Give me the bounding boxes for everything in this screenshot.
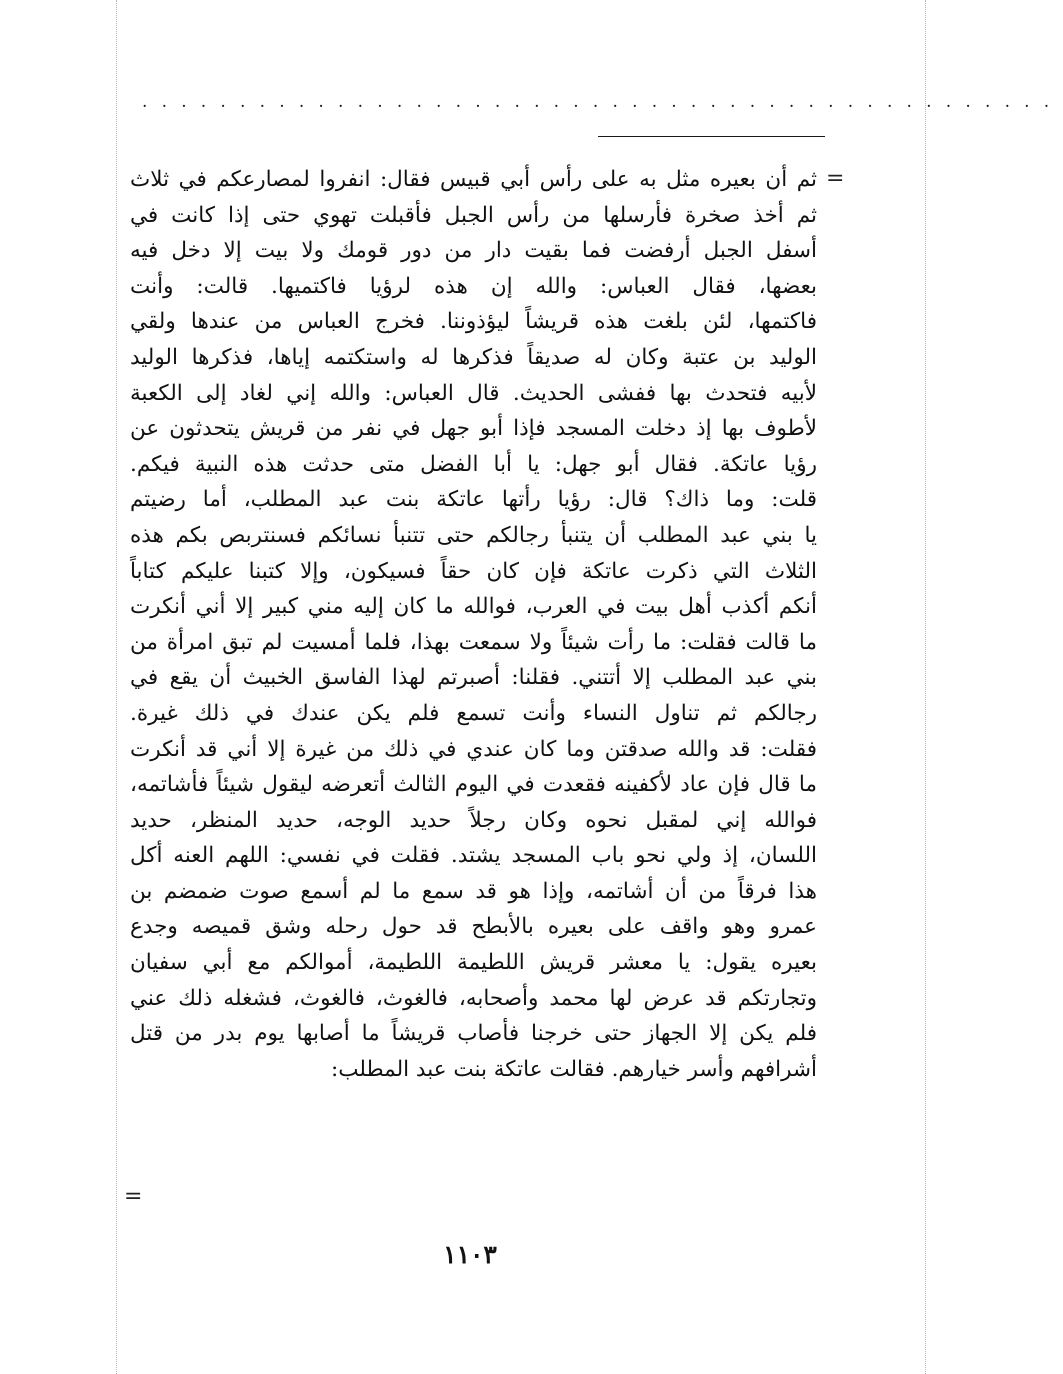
text-line: يا بني عبد المطلب أن يتنبأ رجالكم حتى تتنبأ نسائكم فسنتربص بكم هذه: [130, 522, 817, 548]
text-line: فلم يكن إلا الجهاز حتى خرجنا فأصاب قريشاً ما أصابها يوم بدر من قتل: [130, 1021, 817, 1047]
text-line: لأطوف بها إذ دخلت المسجد فإذا أبو جهل في نفر من قريش يتحدثون عن: [130, 416, 817, 442]
text-line: بني عبد المطلب إلا أتتني. فقلنا: أصبرتم لهذا الفاسق الخبيث أن يقع في: [130, 665, 817, 691]
continuation-mark-top: =: [826, 166, 845, 191]
scan-margin-guide-right: [925, 0, 926, 1374]
text-line: فوالله إني لمقبل نحوه وكان رجلاً حديد الوجه، حديد المنظر، حديد: [130, 807, 817, 833]
text-line: عمرو وهو واقف على بعيره بالأبطح قد حول رحله وشق قميصه وجدع: [130, 914, 817, 940]
text-line: فقلت: قد والله صدقتن وما كان عندي في ذلك من غيرة إلا أني قد أنكرت: [130, 736, 817, 762]
continuation-mark-bottom: =: [124, 1184, 143, 1209]
text-line: فاكتمها، لئن بلغت هذه قريشاً ليؤذوننا. فخرج العباس من عندها ولقي: [130, 309, 817, 335]
dotted-separator: ...............................................: [142, 92, 1063, 112]
page-number: ١١٠٣: [443, 1240, 497, 1269]
text-line: بعضها، فقال العباس: والله إن هذه لرؤيا فاكتميها. قالت: وأنت: [130, 273, 817, 299]
footnote-rule: [598, 136, 825, 137]
text-line: قلت: وما ذاك؟ قال: رؤيا رأتها عاتكة بنت عبد المطلب، أما رضيتم: [130, 487, 817, 513]
text-line: الثلاث التي ذكرت عاتكة فإن كان حقاً فسيكون، وإلا كتبنا عليكم كتاباً: [130, 558, 817, 584]
text-line: ما قالت فقلت: ما رأت شيئاً ولا سمعت بهذا، فلما أمسيت لم تبق امرأة من: [130, 629, 817, 655]
text-line: الوليد بن عتبة وكان له صديقاً فذكرها له واستكتمه إياها، فذكرها الوليد: [130, 344, 817, 370]
text-line: ثم أخذ صخرة فأرسلها من رأس الجبل فأقبلت تهوي حتى إذا كانت في: [130, 202, 817, 228]
text-line: رجالكم ثم تناول النساء وأنت تسمع فلم يكن عندك في ذلك غيرة.: [130, 700, 817, 726]
text-line: رؤيا عاتكة. فقال أبو جهل: يا أبا الفضل متى حدثت هذه النبية فيكم.: [130, 451, 817, 477]
text-line: ثم أن بعيره مثل به على رأس أبي قبيس فقال: انفروا لمصارعكم في ثلاث: [130, 167, 817, 192]
text-line: ما قال فإن عاد لأكفينه فقعدت في اليوم الثالث أتعرضه ليقول شيئاً فأشاتمه،: [130, 772, 817, 798]
text-line: هذا فرقاً من أن أشاتمه، وإذا هو قد سمع ما لم أسمع صوت ضمضم بن: [130, 878, 817, 904]
text-line: بعيره يقول: يا معشر قريش اللطيمة اللطيمة، أموالكم مع أبي سفيان: [130, 950, 817, 976]
text-line: وتجارتكم قد عرض لها محمد وأصحابه، فالغوث، فالغوث، فشغله ذلك عني: [130, 985, 817, 1011]
text-line: أشرافهم وأسر خيارهم. فقالت عاتكة بنت عبد المطلب:: [331, 1056, 817, 1082]
text-line: لأبيه فتحدث بها ففشى الحديث. قال العباس: والله إني لغاد إلى الكعبة: [130, 380, 817, 406]
footnote-text-block: [130, 162, 817, 1087]
text-line: أنكم أكذب أهل بيت في العرب، فوالله ما كان إليه مني كبير إلا أني أنكرت: [130, 594, 817, 620]
text-line: أسفل الجبل أرفضت فما بقيت دار من دور قومك ولا بيت إلا دخل فيه: [130, 238, 817, 264]
text-line: اللسان، إذ ولي نحو باب المسجد يشتد. فقلت في نفسي: اللهم العنه أكل: [130, 843, 817, 869]
scan-margin-guide-left: [116, 0, 117, 1374]
